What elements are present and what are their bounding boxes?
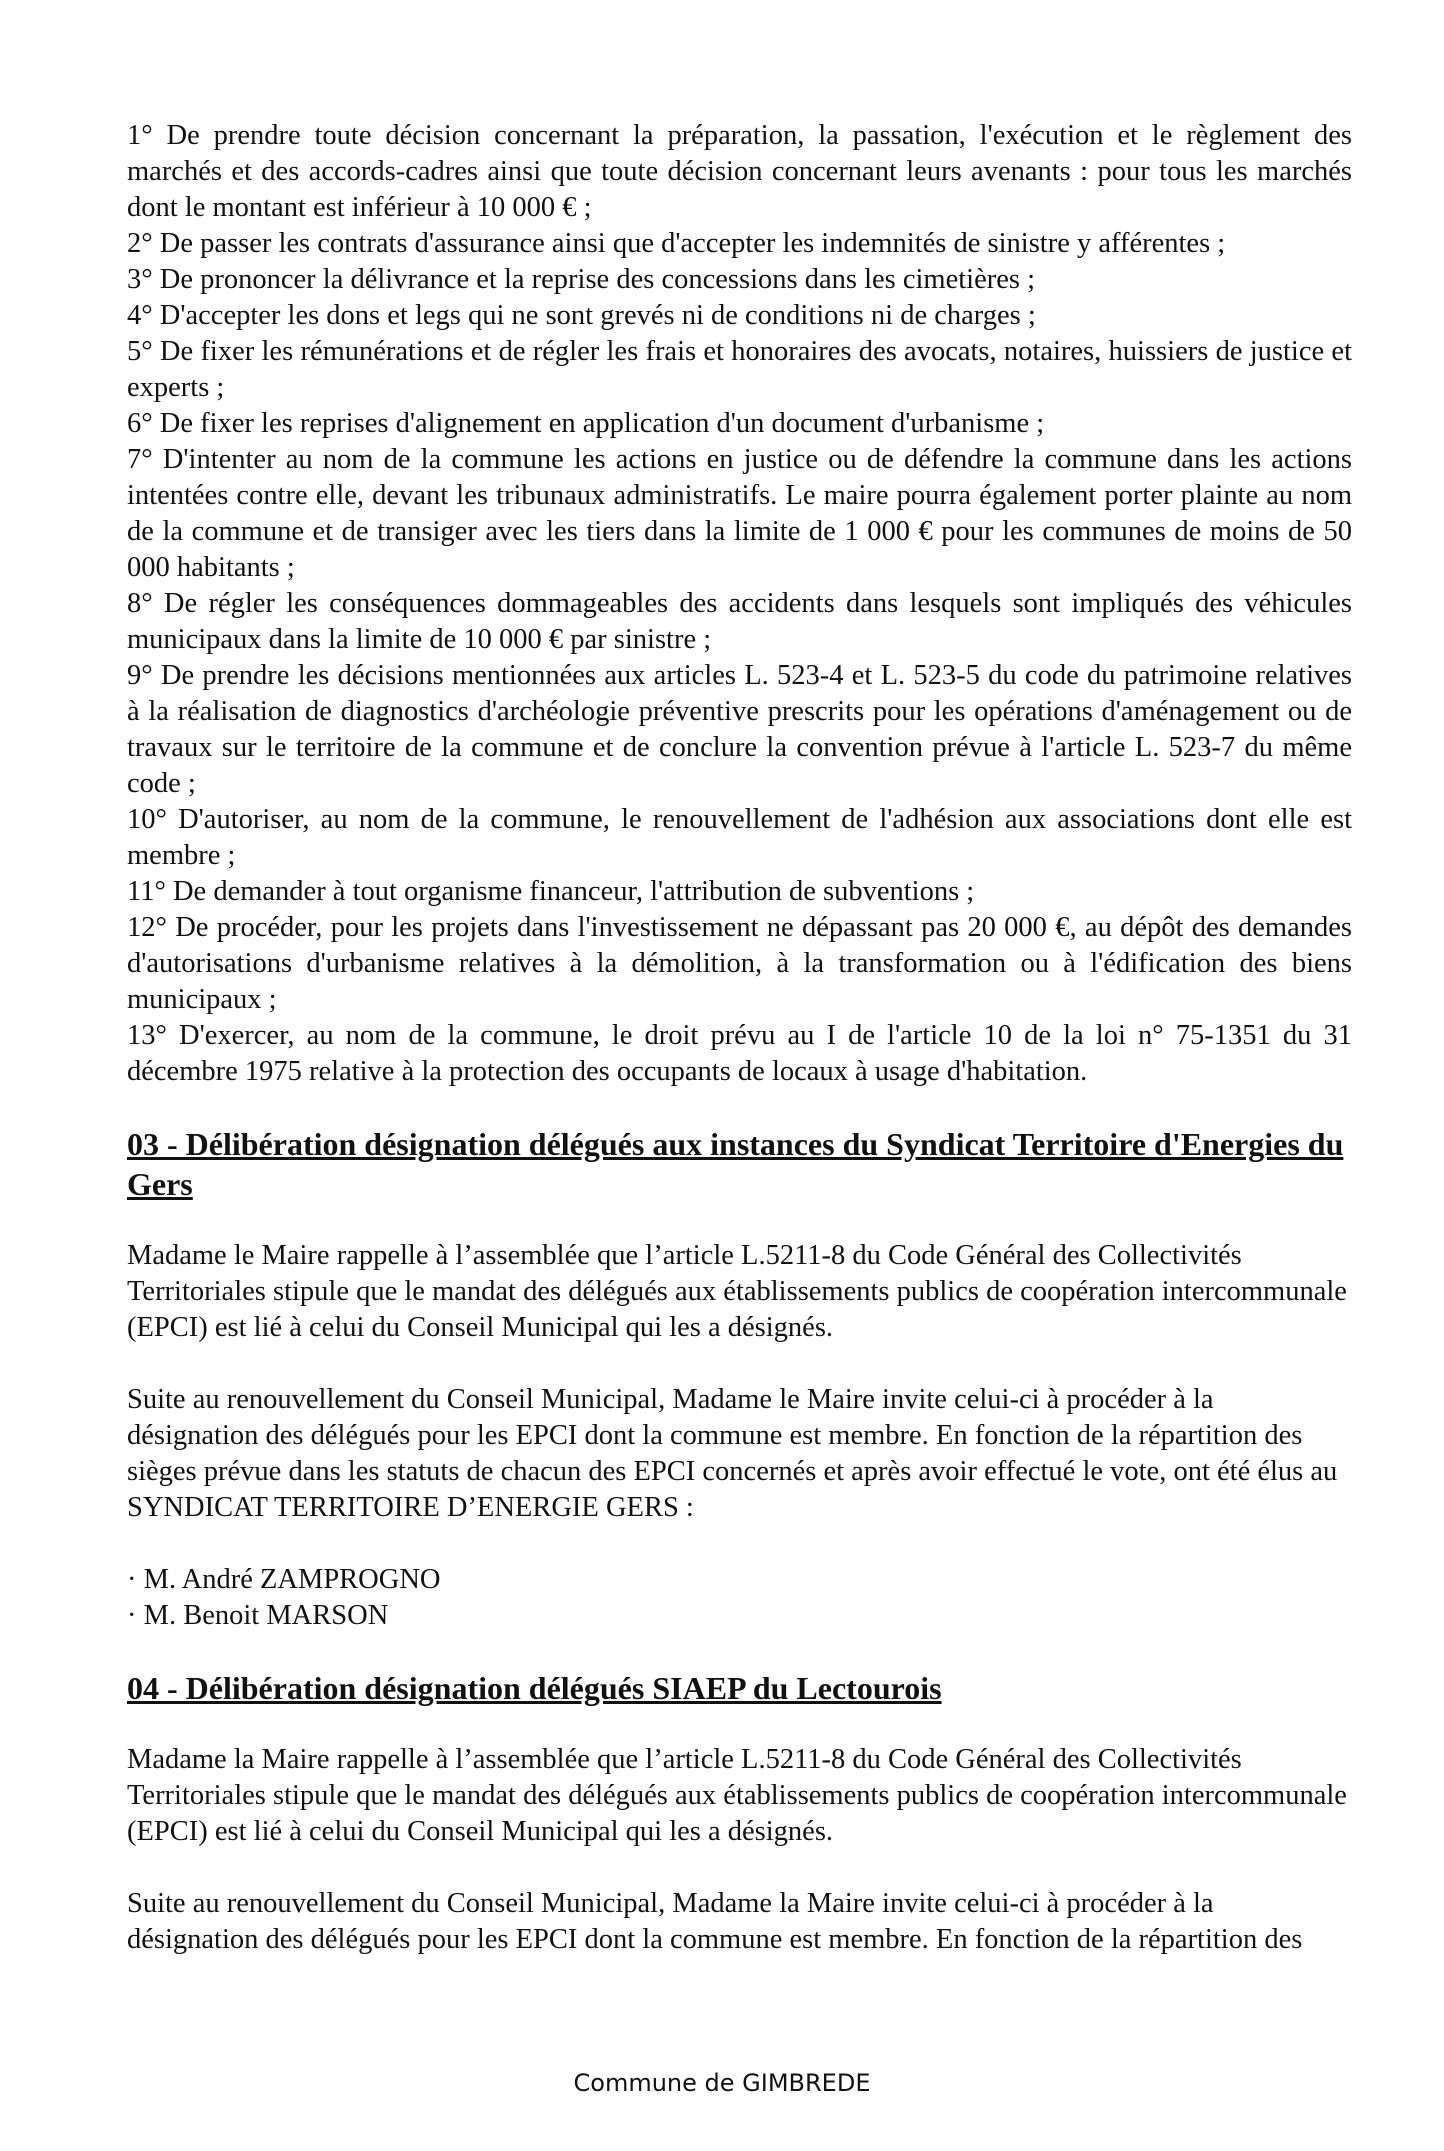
list-item: 12° De procéder, pour les projets dans l'investissement ne dépassant pas 20 000 €, au dépôt des demandes d'autorisations d'urbanisme relatives à la démolition, à la transformation ou à l'édification des biens municipaux ;: [127, 912, 1352, 1015]
list-item: 10° D'autoriser, au nom de la commune, le renouvellement de l'adhésion aux associations dont elle est membre ;: [127, 804, 1352, 871]
section-03-body: [127, 1238, 1352, 1634]
document-page: [127, 118, 1352, 1958]
section-03-heading: 03 - Délibération désignation délégués aux instances du Syndicat Territoire d'Energies du Gers: [127, 1126, 1344, 1202]
list-item: 8° De régler les conséquences dommageables des accidents dans lesquels sont impliqués des véhicules municipaux dans la limite de 10 000 € par sinistre ;: [127, 588, 1352, 655]
list-item: 11° De demander à tout organisme financeur, l'attribution de subventions ;: [127, 876, 975, 907]
delegate-name: · M. Benoit MARSON: [127, 1600, 389, 1631]
section-04-body: [127, 1742, 1352, 1958]
list-item: 5° De fixer les rémunérations et de régler les frais et honoraires des avocats, notaires, huissiers de justice et experts ;: [127, 336, 1352, 403]
list-item: 9° De prendre les décisions mentionnées aux articles L. 523-4 et L. 523-5 du code du patrimoine relatives à la réalisation de diagnostics d'archéologie préventive prescrits pour les opérations d'aménagement ou de travaux sur le territoire de la commune et de conclure la convention prévue à l'article L. 523-7 du même code ;: [127, 660, 1352, 799]
list-item: 2° De passer les contrats d'assurance ainsi que d'accepter les indemnités de sinistre y afférentes ;: [127, 228, 1226, 259]
section-03-paragraph-1: Madame le Maire rappelle à l’assemblée que l’article L.5211-8 du Code Général des Collectivités Territoriales stipule que le mandat des délégués aux établissements publics de coopération intercommunale (EPCI) est lié à celui du Conseil Municipal qui les a désignés.: [127, 1240, 1347, 1343]
list-item: 1° De prendre toute décision concernant la préparation, la passation, l'exécution et le règlement des marchés et des accords-cadres ainsi que toute décision concernant leurs avenants : pour tous les marchés dont le montant est inférieur à 10 000 € ;: [127, 120, 1352, 223]
list-item: 3° De prononcer la délivrance et la reprise des concessions dans les cimetières ;: [127, 264, 1036, 295]
section-04-heading: 04 - Délibération désignation délégués SIAEP du Lectourois: [127, 1670, 942, 1706]
page-footer: Commune de GIMBREDE: [573, 2069, 871, 2097]
section-03-paragraph-2: Suite au renouvellement du Conseil Municipal, Madame le Maire invite celui-ci à procéder à la désignation des délégués pour les EPCI dont la commune est membre. En fonction de la répartition des sièges prévue dans les statuts de chacun des EPCI concernés et après avoir effectué le vote, ont été élus au SYNDICAT TERRITOIRE D’ENERGIE GERS :: [127, 1384, 1338, 1523]
section-04-paragraph-1: Madame la Maire rappelle à l’assemblée que l’article L.5211-8 du Code Général des Collectivités Territoriales stipule que le mandat des délégués aux établissements publics de coopération intercommunale (EPCI) est lié à celui du Conseil Municipal qui les a désignés.: [127, 1744, 1347, 1847]
delegate-name: · M. André ZAMPROGNO: [127, 1564, 441, 1595]
section-04-paragraph-2: Suite au renouvellement du Conseil Municipal, Madame la Maire invite celui-ci à procéder à la désignation des délégués pour les EPCI dont la commune est membre. En fonction de la répartition des: [127, 1888, 1303, 1955]
delegation-list: [127, 118, 1352, 1090]
list-item: 13° D'exercer, au nom de la commune, le droit prévu au I de l'article 10 de la loi n° 75-1351 du 31 décembre 1975 relative à la protection des occupants de locaux à usage d'habitation.: [127, 1020, 1352, 1087]
list-item: 7° D'intenter au nom de la commune les actions en justice ou de défendre la commune dans les actions intentées contre elle, devant les tribunaux administratifs. Le maire pourra également porter plainte au nom de la commune et de transiger avec les tiers dans la limite de 1 000 € pour les communes de moins de 50 000 habitants ;: [127, 444, 1352, 583]
list-item: 4° D'accepter les dons et legs qui ne sont grevés ni de conditions ni de charges ;: [127, 300, 1036, 331]
list-item: 6° De fixer les reprises d'alignement en application d'un document d'urbanisme ;: [127, 408, 1045, 439]
